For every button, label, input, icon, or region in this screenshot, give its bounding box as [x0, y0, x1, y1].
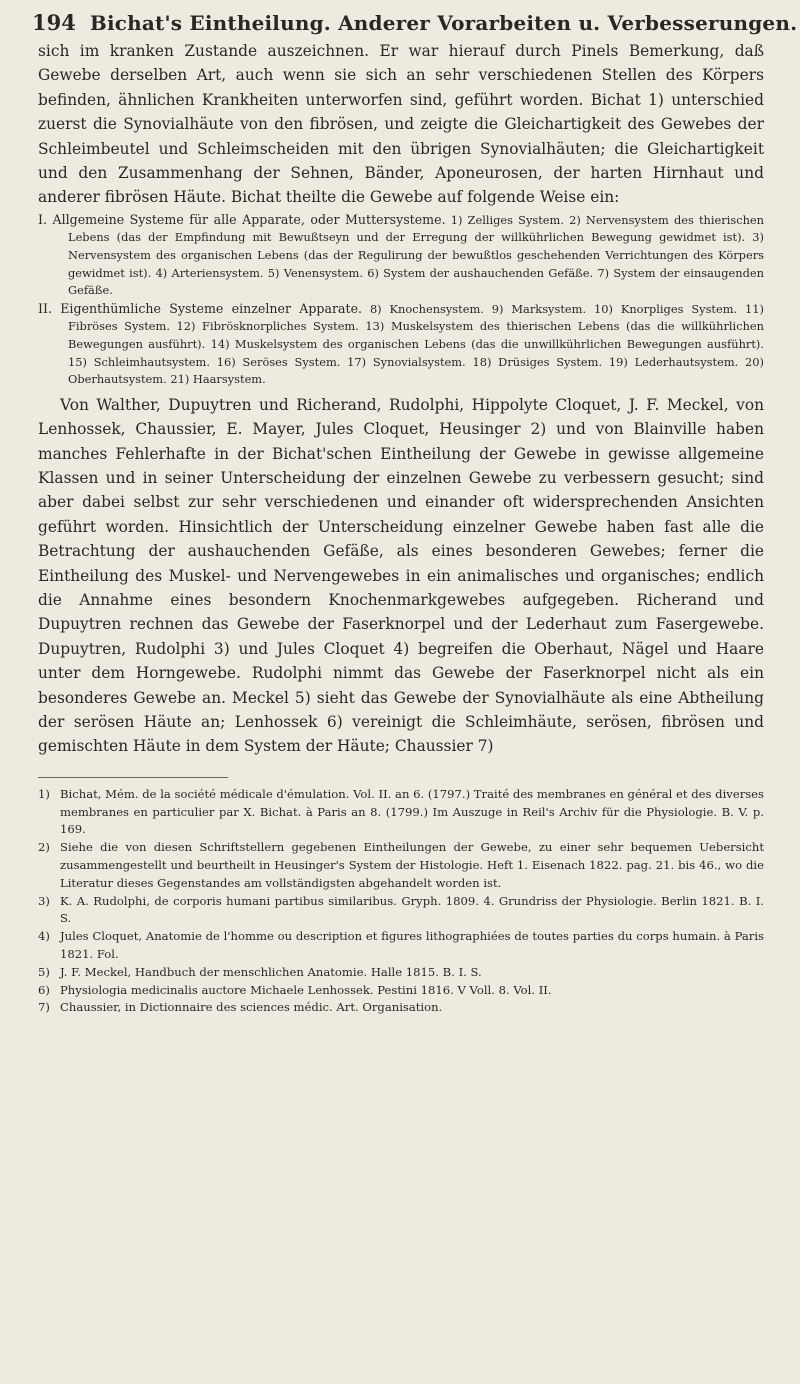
footnote-text: J. F. Meckel, Handbuch der menschlichen Anatomie. Halle 1815. B. I. S. — [60, 964, 482, 979]
footnote — [38, 999, 764, 1017]
footnote-text: Jules Cloquet, Anatomie de l'homme ou description et figures lithographiées de toutes parties du corps humain. à Paris 1821. Fol. — [60, 929, 764, 962]
footnote-number: 4) — [38, 929, 50, 944]
footnote-text: Siehe die von diesen Schriftstellern gegebenen Eintheilungen der Gewebe, zu einer sehr bequemen Uebersicht zusammengestellt und beurtheilt in Heusinger's System der Histologie. Heft 1. Eisenach 1822. pag. 21. bis 46., wo die Literatur dieses Gegenstandes am vollständigsten abgehandelt worden ist. — [60, 840, 764, 890]
footnote — [38, 839, 764, 892]
footnote-text: Chaussier, in Dictionnaire des sciences médic. Art. Organisation. — [60, 1000, 443, 1015]
footnote-number: 5) — [38, 964, 50, 979]
classification-section-2 — [38, 300, 764, 389]
intro-paragraph: sich im kranken Zustande auszeichnen. Er war hierauf durch Pinels Bemerkung, daß Gewebe derselben Art, auch wenn sie sich an sehr verschiedenen Stellen des Körpers befinden, ähnlichen Krankheiten unterworfen sind, geführt worden. Bichat 1) unterschied zuerst die Synovialhäute von den fibrösen, und zeigte die Gleichartigkeit des Gewebes der Schleimbeutel und Schleimscheiden mit den übrigen Synovialhäuten; die Gleichartigkeit und den Zusammenhang der Sehnen, Bänder, Aponeurosen, der harten Hirnhaut und anderer fibrösen Häute. Bichat theilte die Gewebe auf folgende Weise ein: — [38, 42, 764, 207]
footnote-text: Bichat, Mém. de la société médicale d'émulation. Vol. II. an 6. (1797.) Traité des membranes en général et des diverses membranes en particulier par X. Bichat. à Paris an 8. (1799.) Im Auszuge in Reil's Archiv für die Physiologie. B. V. p. 169. — [60, 786, 764, 837]
running-title: Bichat's Eintheilung. Anderer Vorarbeiten u. Verbesserungen. — [89, 11, 798, 35]
footnotes — [38, 786, 764, 1017]
main-paragraph: Von Walther, Dupuytren und Richerand, Rudolphi, Hippolyte Cloquet, J. F. Meckel, von Lenhossek, Chaussier, E. Mayer, Jules Cloquet, Heusinger 2) und von Blainville haben manches Fehlerhafte in der Bichat'schen Eintheilung der Gewebe in gewisse allgemeine Klassen und in seiner Unterscheidung der einzelnen Gewebe zu verbessern gesucht; sind aber dabei selbst zur sehr verschiedenen und einander oft widersprechenden Ansichten geführt worden. Hinsichtlich der Unterscheidung einzelner Gewebe haben fast alle die Betrachtung der aushauchenden Gefäße, als eines besonderen Gewebes; ferner die Eintheilung des Muskel- und Nervengewebes in ein animalisches und organisches; endlich die Annahme eines besondern Knochenmarkgewebes aufgegeben. Richerand und Dupuytren rechnen das Gewebe der Faserknorpel und der Lederhaut zum Fasergewebe. Dupuytren, Rudolphi 3) und Jules Cloquet 4) begreifen die Oberhaut, Nägel und Haare unter dem Horngewebe. Rudolphi nimmt das Gewebe der Faserknorpel nicht als ein besonderes Gewebe an. Meckel 5) sieht das Gewebe der Synovialhäute als eine Abtheilung der serösen Häute an; Lenhossek 6) vereinigt die Schleimhäute, serösen, fibrösen und gemischten Häute in dem System der Häute; Chaussier 7) — [38, 395, 764, 756]
section-2-items: 8) Knochensystem. 9) Marksystem. 10) Knorpliges System. 11) Fibröses System. 12) Fibrösknorpliches System. 13) Muskelsystem des thierischen Lebens (das die willkührlichen Bewegungen ausführt). 14) Muskelsystem des organischen Lebens (das die unwillkührlichen Bewegungen ausführt). 15) Schleimhautsystem. 16) Seröses System. 17) Synovialsystem. 18) Drüsiges System. 19) Lederhautsystem. 20) Oberhautsystem. 21) Haarsystem. — [68, 301, 764, 387]
footnote-text: Physiologia medicinalis auctore Michaele Lenhossek. Pestini 1816. V Voll. 8. Vol. II. — [60, 982, 552, 997]
footnote — [38, 786, 764, 839]
footnote-number: 6) — [38, 982, 50, 997]
footnote — [38, 982, 764, 1000]
classification-section-1 — [38, 211, 764, 300]
footnote-text: K. A. Rudolphi, de corporis humani partibus similaribus. Gryph. 1809. 4. Grundriss der Physiologie. Berlin 1821. B. I. S. — [60, 893, 764, 926]
footnote — [38, 893, 764, 929]
footnote — [38, 928, 764, 964]
tissue-classification — [38, 211, 764, 389]
body-text — [38, 39, 764, 210]
footnote-number: 3) — [38, 893, 50, 908]
section-2-heading: II. Eigenthümliche Systeme einzelner Apparate. — [38, 300, 363, 316]
footnote-divider — [38, 777, 228, 778]
main-text — [38, 393, 764, 759]
section-1-heading: I. Allgemeine Systeme für alle Apparate, oder Muttersysteme. — [38, 211, 446, 227]
page-header — [32, 10, 798, 35]
page-number: 194 — [32, 10, 76, 35]
footnote-number: 1) — [38, 786, 50, 801]
section-1-items: 1) Zelliges System. 2) Nervensystem des thierischen Lebens (das der Empfindung mit Bewußtseyn und der Erregung der willkührlichen Bewegung gewidmet ist). 3) Nervensystem des organischen Lebens (das der Regulirung der bewußtlos geschehenden Verrichtungen des Körpers gewidmet ist). 4) Arteriensystem. 5) Venensystem. 6) System der aushauchenden Gefäße. 7) System der einsaugenden Gefäße. — [68, 212, 764, 298]
footnote-number: 2) — [38, 840, 50, 855]
footnote — [38, 964, 764, 982]
footnote-number: 7) — [38, 1000, 50, 1015]
